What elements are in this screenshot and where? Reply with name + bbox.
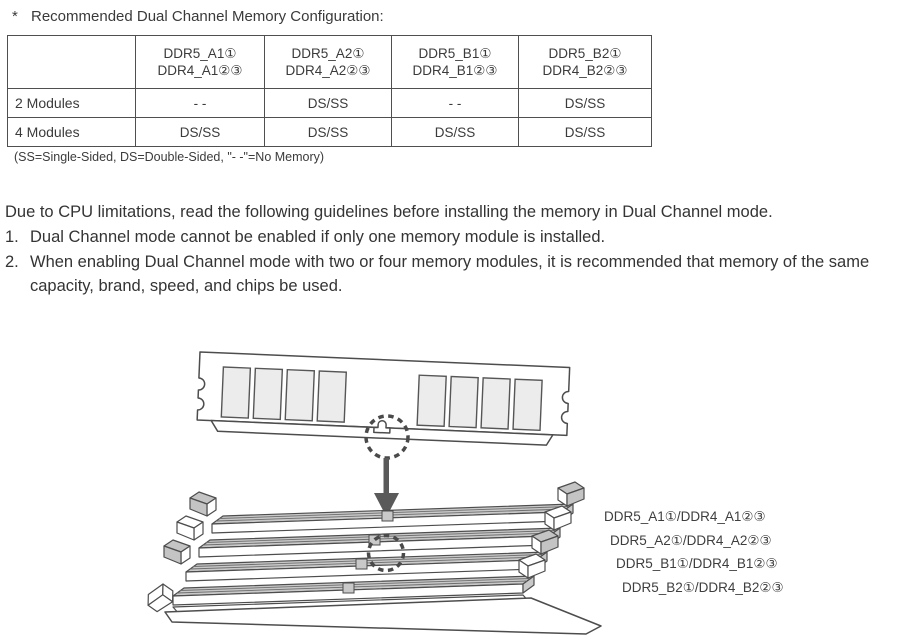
slot-latch-left-b2-open	[143, 581, 178, 616]
table-cell: DS/SS	[265, 118, 392, 147]
header-line: DDR4_B2②③	[542, 63, 628, 78]
memory-chip	[317, 371, 346, 422]
item-number: 1.	[5, 228, 19, 246]
table-cell: - -	[392, 89, 519, 118]
page-title	[12, 8, 384, 25]
column-header	[519, 36, 652, 89]
header-line: DDR5_A2①	[291, 45, 365, 61]
slot-key-notch	[382, 511, 393, 521]
table-cell: DS/SS	[265, 89, 392, 118]
table-cell: DS/SS	[519, 89, 652, 118]
memory-chip	[285, 370, 314, 421]
slot-label-b2: DDR5_B2①/DDR4_B2②③	[622, 579, 784, 595]
guidelines	[5, 200, 895, 298]
dimm-slot-a2	[199, 528, 560, 557]
title-text: Recommended Dual Channel Memory Configuration:	[31, 8, 384, 25]
column-header	[136, 36, 265, 89]
slot-key-notch	[356, 559, 367, 569]
memory-chip	[221, 367, 250, 418]
header-line: DDR4_A1②③	[157, 63, 243, 78]
slot-latch-left-b1	[164, 540, 190, 564]
guideline-item	[5, 250, 895, 298]
slot-label-a2: DDR5_A2①/DDR4_A2②③	[610, 532, 772, 548]
item-text: When enabling Dual Channel mode with two or four memory modules, it is recommended that memory of the same capacity, brand, speed, and chips be used.	[30, 253, 870, 295]
memory-chip	[449, 377, 478, 428]
item-text: Dual Channel mode cannot be enabled if only one memory module is installed.	[30, 228, 606, 246]
table-row	[8, 89, 652, 118]
memory-chip	[253, 368, 282, 419]
slot-latch-left-a1	[190, 492, 216, 516]
memory-chip	[513, 379, 542, 430]
memory-chip	[481, 378, 510, 429]
table-header-row	[8, 36, 652, 89]
title-asterisk: *	[12, 8, 18, 25]
row-label: 2 Modules	[8, 89, 136, 118]
corner-cell	[8, 36, 136, 89]
table-cell: DS/SS	[136, 118, 265, 147]
slot-label-b1: DDR5_B1①/DDR4_B1②③	[616, 556, 778, 571]
item-number: 2.	[5, 253, 19, 271]
slot-key-notch	[343, 583, 354, 593]
guideline-item	[5, 225, 895, 249]
column-header	[392, 36, 519, 89]
dimm-slot-a1	[212, 504, 573, 533]
slot-label-list	[604, 505, 784, 599]
header-line: DDR4_A2②③	[285, 63, 371, 78]
table-cell: DS/SS	[519, 118, 652, 147]
memory-chip	[417, 375, 446, 426]
table-cell: DS/SS	[392, 118, 519, 147]
header-line: DDR5_B1①	[418, 45, 492, 61]
slot-label-a1: DDR5_A1①/DDR4_A1②③	[604, 509, 766, 524]
dimm-module	[197, 352, 570, 446]
slot-latch-left-a2	[177, 516, 203, 540]
guidelines-intro: Due to CPU limitations, read the following guidelines before installing the memory in Dual Channel mode.	[5, 203, 773, 221]
down-arrow	[374, 458, 399, 517]
dimm-slot-b1	[186, 552, 547, 581]
header-line: DDR5_B2①	[548, 45, 622, 61]
table-row	[8, 118, 652, 147]
memory-config-table	[7, 35, 652, 147]
dimm-slot-array	[143, 482, 601, 634]
table-cell: - -	[136, 89, 265, 118]
column-header	[265, 36, 392, 89]
header-line: DDR4_B1②③	[412, 63, 498, 78]
slot-latch-right-a1	[558, 482, 584, 506]
row-label: 4 Modules	[8, 118, 136, 147]
table-footnote: (SS=Single-Sided, DS=Double-Sided, "- -"=No Memory)	[14, 150, 325, 164]
header-line: DDR5_A1①	[163, 45, 237, 61]
